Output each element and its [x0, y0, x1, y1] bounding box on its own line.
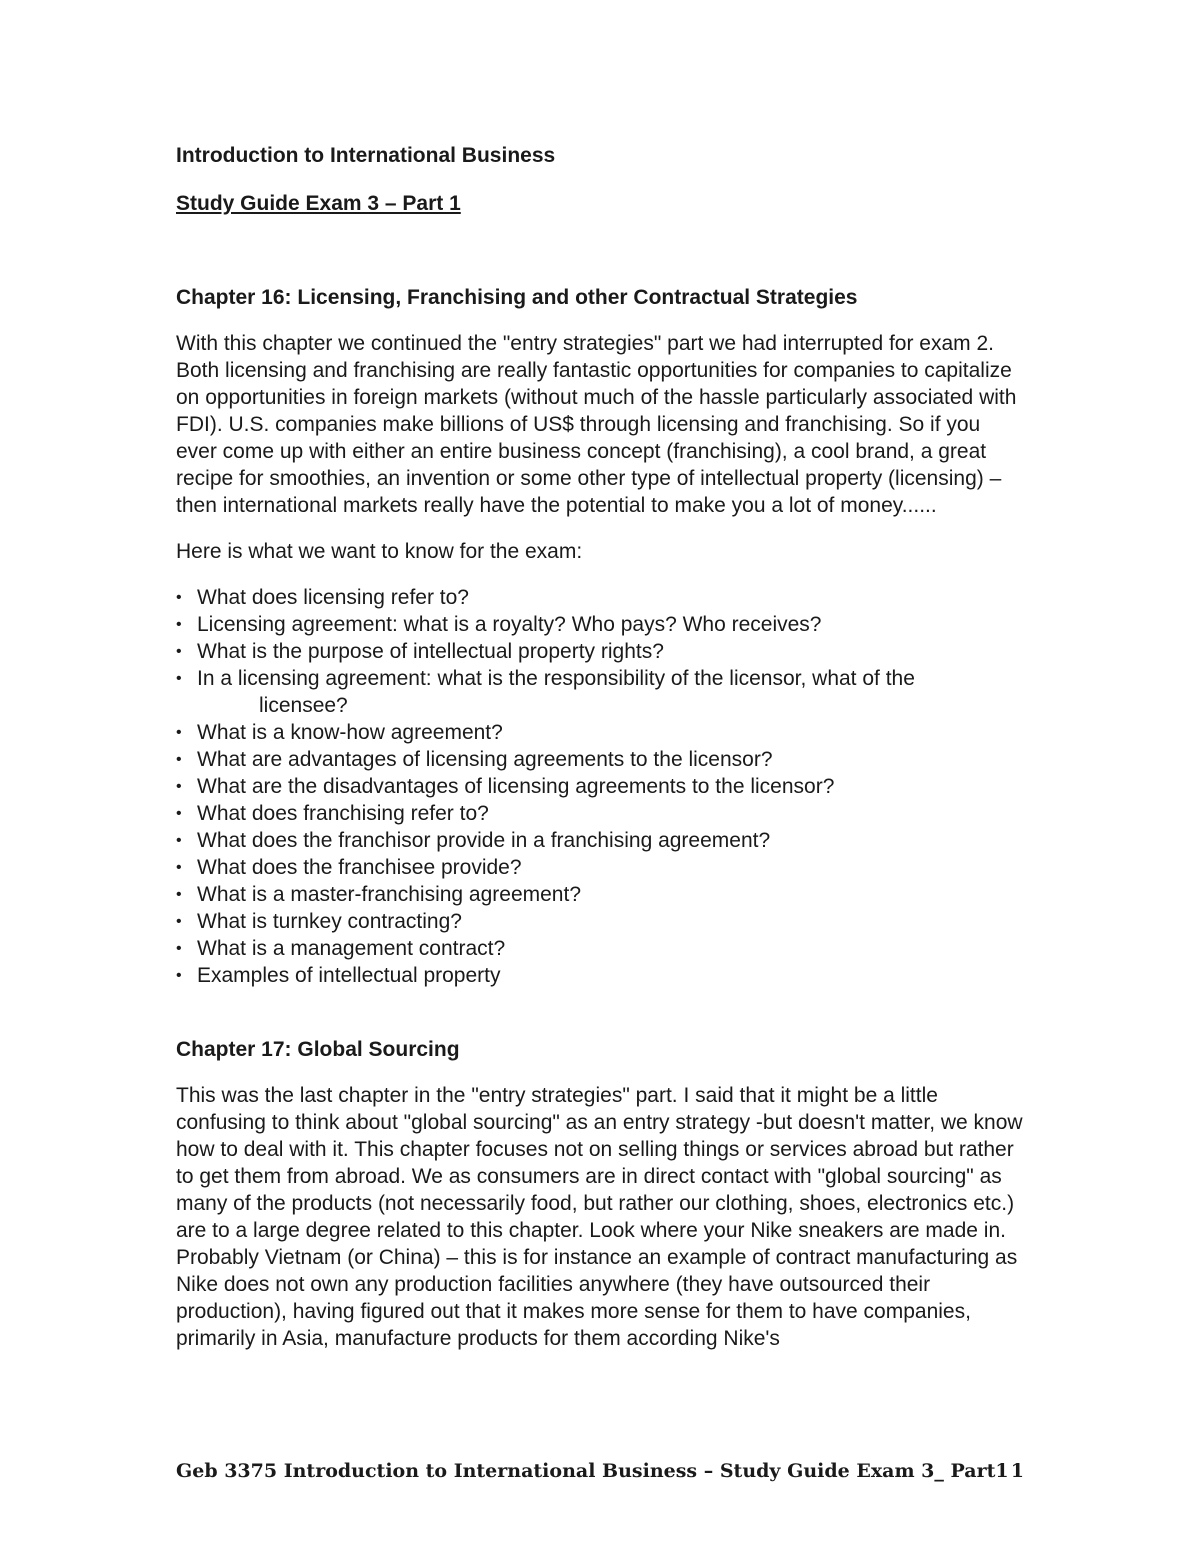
bullet-icon: • — [176, 643, 182, 660]
bullet-icon: • — [176, 832, 182, 849]
chapter-17-section — [176, 1036, 1026, 1352]
footer-text: Geb 3375 Introduction to International Business – Study Guide Exam 3_ Part1 — [176, 1460, 1009, 1482]
question-text: What is a master-franchising agreement? — [197, 883, 581, 906]
bullet-icon: • — [176, 616, 182, 633]
question-item — [176, 962, 1026, 989]
chapter-16-intro: With this chapter we continued the "entry strategies" part we had interrupted for exam 2. Both licensing and franchising are really fantastic opportunities for companies to capitalize on opportunities in foreign markets (without much of the hassle particularly associated with FDI). U.S. companies make billions of US$ through licensing and franchising. So if you ever come up with either an entire business concept (franchising), a cool brand, a great recipe for smoothies, an invention or some other type of intellectual property (licensing) – then international markets really have the potential to make you a lot of money...... — [176, 332, 1017, 517]
bullet-icon: • — [176, 805, 182, 822]
question-text: What does franchising refer to? — [197, 802, 489, 825]
chapter-16-question-list — [176, 584, 1026, 989]
question-text: Examples of intellectual property — [197, 964, 501, 987]
chapter-16-prompt: Here is what we want to know for the exam: — [176, 540, 583, 563]
question-text: What is the purpose of intellectual property rights? — [197, 640, 664, 663]
question-text: What are the disadvantages of licensing agreements to the licensor? — [197, 775, 835, 798]
question-item — [176, 611, 1026, 638]
bullet-icon: • — [176, 778, 182, 795]
question-item — [176, 719, 1026, 746]
chapter-17-intro: This was the last chapter in the "entry strategies" part. I said that it might be a little confusing to think about "global sourcing" as an entry strategy -but doesn't matter, we know how to deal with it. This chapter focuses not on selling things or services abroad but rather to get them from abroad. We as consumers are in direct contact with "global sourcing" as many of the products (not necessarily food, but rather our clothing, shoes, electronics etc.) are to a large degree related to this chapter. Look where your Nike sneakers are made in. Probably Vietnam (or China) – this is for instance an example of contract manufacturing as Nike does not own any production facilities anywhere (they have outsourced their production), having figured out that it makes more sense for them to have companies, primarily in Asia, manufacture products for them according Nike's — [176, 1084, 1023, 1350]
question-item — [176, 854, 1026, 881]
question-item — [176, 908, 1026, 935]
bullet-icon: • — [176, 940, 182, 957]
question-item — [176, 773, 1026, 800]
question-item — [176, 881, 1026, 908]
question-text: In a licensing agreement: what is the responsibility of the licensor, what of the — [197, 667, 915, 690]
question-item — [176, 746, 1026, 773]
question-text: What does the franchisee provide? — [197, 856, 522, 879]
document-subtitle: Study Guide Exam 3 – Part 1 — [176, 192, 461, 215]
page-footer — [176, 1458, 1026, 1484]
question-text: What is turnkey contracting? — [197, 910, 462, 933]
bullet-icon: • — [176, 859, 182, 876]
bullet-icon: • — [176, 967, 182, 984]
document-body — [176, 142, 1026, 1352]
question-continuation: licensee? — [259, 694, 348, 717]
chapter-16-heading: Chapter 16: Licensing, Franchising and other Contractual Strategies — [176, 286, 858, 309]
question-item — [176, 584, 1026, 611]
bullet-icon: • — [176, 670, 182, 687]
bullet-icon: • — [176, 886, 182, 903]
question-text: What is a management contract? — [197, 937, 506, 960]
bullet-icon: • — [176, 589, 182, 606]
question-text: What does the franchisor provide in a franchising agreement? — [197, 829, 771, 852]
question-text: What is a know-how agreement? — [197, 721, 503, 744]
question-item — [176, 827, 1026, 854]
question-item — [176, 638, 1026, 665]
bullet-icon: • — [176, 751, 182, 768]
question-item — [176, 935, 1026, 962]
bullet-icon: • — [176, 724, 182, 741]
document-title: Introduction to International Business — [176, 144, 556, 167]
question-text: What are advantages of licensing agreements to the licensor? — [197, 748, 773, 771]
chapter-17-heading: Chapter 17: Global Sourcing — [176, 1038, 460, 1061]
question-text: Licensing agreement: what is a royalty? Who pays? Who receives? — [197, 613, 822, 636]
page-number: 1 — [1010, 1460, 1024, 1482]
question-item — [176, 665, 1026, 719]
chapter-16-section — [176, 284, 1026, 989]
question-item — [176, 800, 1026, 827]
question-text: What does licensing refer to? — [197, 586, 469, 609]
bullet-icon: • — [176, 913, 182, 930]
